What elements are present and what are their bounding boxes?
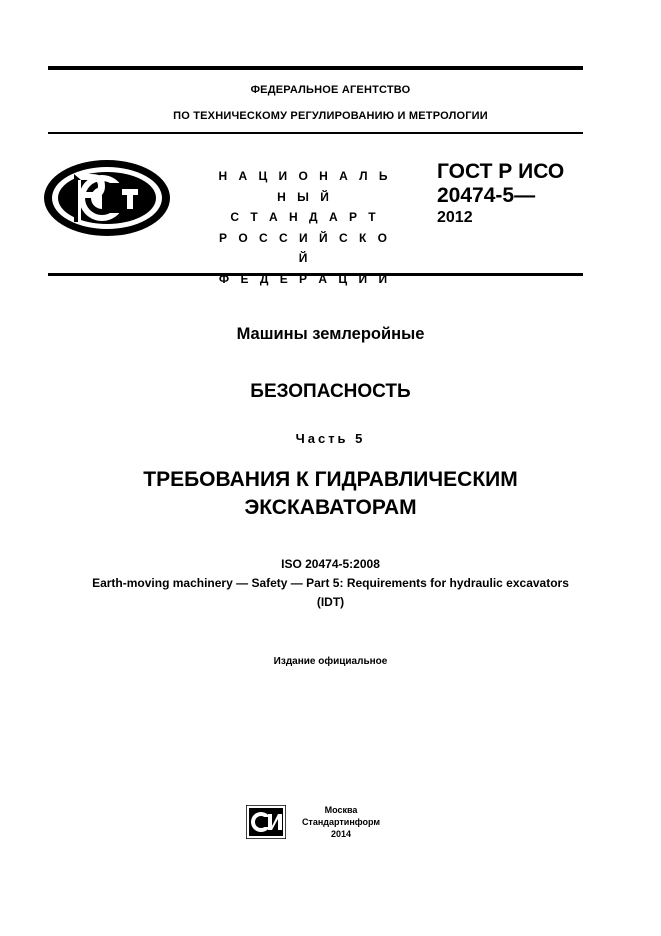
- standartinform-logo-icon: [246, 805, 286, 839]
- publisher-info: [296, 804, 386, 840]
- document-part: Часть 5: [295, 431, 366, 446]
- iso-number: ISO 20474-5:2008: [281, 557, 380, 571]
- requirements-line1: ТРЕБОВАНИЯ К ГИДРАВЛИЧЕСКИМ: [143, 468, 518, 491]
- designation-line2: 20474-5—: [437, 184, 536, 207]
- top-rule: [48, 66, 583, 70]
- iso-english-title: Earth-moving machinery — Safety — Part 5: Requirements for hydraulic excavators: [92, 576, 569, 590]
- edition-label: Издание официальное: [273, 656, 388, 667]
- requirements-line2: ЭКСКАВАТОРАМ: [244, 496, 417, 519]
- iso-reference: [0, 555, 661, 612]
- standard-year: 2012: [437, 209, 473, 226]
- header-divider-rule: [48, 132, 583, 134]
- publisher-year: 2014: [330, 829, 352, 839]
- iso-idt: (IDT): [316, 595, 345, 609]
- agency-name-line1: ФЕДЕРАЛЬНОЕ АГЕНТСТВО: [250, 84, 411, 96]
- rst-emblem-icon: [42, 158, 172, 238]
- national-line: Ф Е Д Е Р А Ц И И: [218, 271, 392, 286]
- standard-designation: [437, 160, 564, 208]
- national-line: Н А Ц И О Н А Л Ь Н Ы Й: [218, 169, 392, 204]
- designation-line1: ГОСТ Р ИСО: [437, 160, 565, 183]
- agency-name-line2: ПО ТЕХНИЧЕСКОМУ РЕГУЛИРОВАНИЮ И МЕТРОЛОГИИ: [173, 110, 488, 122]
- document-main-title: БЕЗОПАСНОСТЬ: [250, 381, 411, 402]
- national-line: Р О С С И Й С К О Й: [219, 230, 391, 265]
- national-line: С Т А Н Д А Р Т: [230, 210, 380, 224]
- publisher-city: Москва: [324, 805, 358, 815]
- publisher-name: Стандартинформ: [301, 817, 381, 827]
- document-subject: Машины землеройные: [236, 325, 425, 343]
- national-standard-label: [210, 166, 400, 289]
- document-requirements-title: [0, 466, 661, 522]
